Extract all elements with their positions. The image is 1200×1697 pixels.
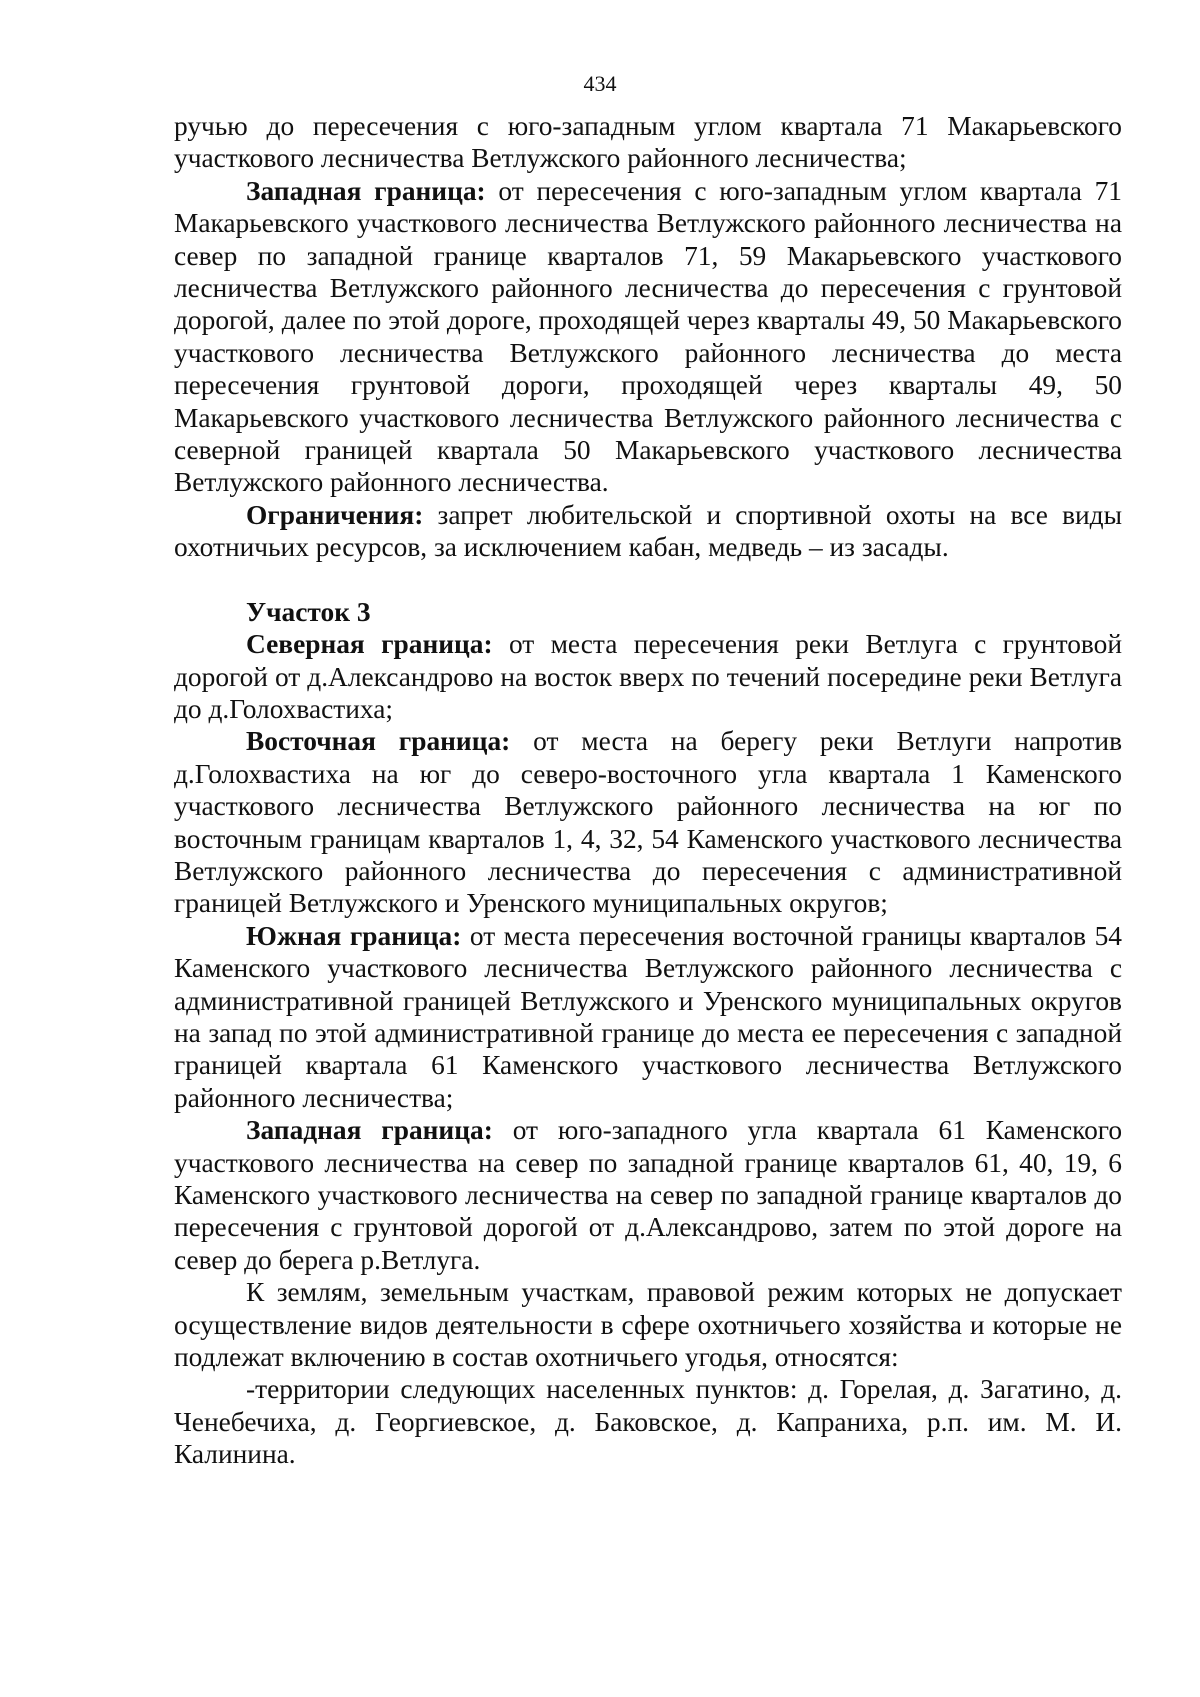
text-north-boundary: от места пересечения реки Ветлуга с грунтовой дорогой от д.Александрово на восток вверх по течений посередине реки Ветлуга до д.Голохвастиха; — [174, 629, 1122, 724]
paragraph-continuation: ручью до пересечения с юго-западным углом квартала 71 Макарьевского участкового лесничества Ветлужского районного лесничества; — [174, 111, 1122, 174]
spacer — [174, 564, 1122, 596]
paragraph-west-boundary-2 — [174, 1114, 1122, 1276]
text-west-boundary-2: от юго-западного угла квартала 61 Каменского участкового лесничества на север по западной границе кварталов 61, 40, 19, 6 Каменского участкового лесничества на север по западной границе кварталов до пересечения с грунтовой дорогой от д.Александрово, затем по этой дороге на север до берега р.Ветлуга. — [174, 1115, 1123, 1275]
label-south-boundary: Южная граница: — [246, 920, 462, 951]
label-east-boundary: Восточная граница: — [246, 726, 511, 757]
text-east-boundary: от места на берегу реки Ветлуги напротив д.Голохвастиха на юг до северо-восточного угла квартала 1 Каменского участкового лесничества Ветлужского районного лесничества на юг по восточным границам кварталов 1, 4, 32, 54 Каменского участкового лесничества Ветлужского районного лесничества до пересечения с административной границей Ветлужского и Уренского муниципальных округов; — [174, 726, 1123, 919]
paragraph-lands: К землям, земельным участкам, правовой режим которых не допускает осуществление видов деятельности в сфере охотничьего хозяйства и которые не подлежат включению в состав охотничьего угодья, относятся: — [174, 1277, 1122, 1373]
label-west-boundary-2: Западная граница: — [246, 1115, 493, 1146]
paragraph-east-boundary — [174, 725, 1122, 919]
paragraph-south-boundary — [174, 920, 1122, 1114]
text-restrictions: запрет любительской и спортивной охоты на все виды охотничьих ресурсов, за исключением кабан, медведь – из засады. — [174, 499, 1122, 563]
paragraph-west-boundary-1 — [174, 175, 1122, 499]
page-number: 434 — [583, 71, 617, 96]
label-west-boundary: Западная граница: — [246, 175, 486, 206]
paragraph-settlements: -территории следующих населенных пунктов: д. Горелая, д. Загатино, д. Ченебечиха, д. Георгиевское, д. Баковское, д. Капраниха, р.п. им. М. И. Калинина. — [174, 1374, 1122, 1470]
text-south-boundary: от места пересечения восточной границы кварталов 54 Каменского участкового лесничества Ветлужского районного лесничества с административной границей Ветлужского и Уренского муниципальных округов на запад по этой административной границе до места ее пересечения с западной границей квартала 61 Каменского участкового лесничества Ветлужского районного лесничества; — [174, 920, 1122, 1113]
label-restrictions: Ограничения: — [246, 499, 424, 530]
paragraph-restrictions — [174, 499, 1122, 564]
section-title: Участок 3 — [246, 596, 371, 627]
document-body — [174, 110, 1122, 1471]
text-west-boundary: от пересечения с юго-западным углом квартала 71 Макарьевского участкового лесничества Ветлужского районного лесничества на север по западной границе кварталов 71, 59 Макарьевского участкового лесничества Ветлужского районного лесничества до пересечения с грунтовой дорогой, далее по этой дороге, проходящей через кварталы 49, 50 Макарьевского участкового лесничества Ветлужского районного лесничества до места пересечения грунтовой дороги, проходящей через кварталы 49, 50 Макарьевского участкового лесничества Ветлужского районного лесничества с северной границей квартала 50 Макарьевского участкового лесничества Ветлужского районного лесничества. — [174, 175, 1122, 498]
paragraph-north-boundary — [174, 628, 1122, 725]
label-north-boundary: Северная граница: — [246, 629, 493, 660]
